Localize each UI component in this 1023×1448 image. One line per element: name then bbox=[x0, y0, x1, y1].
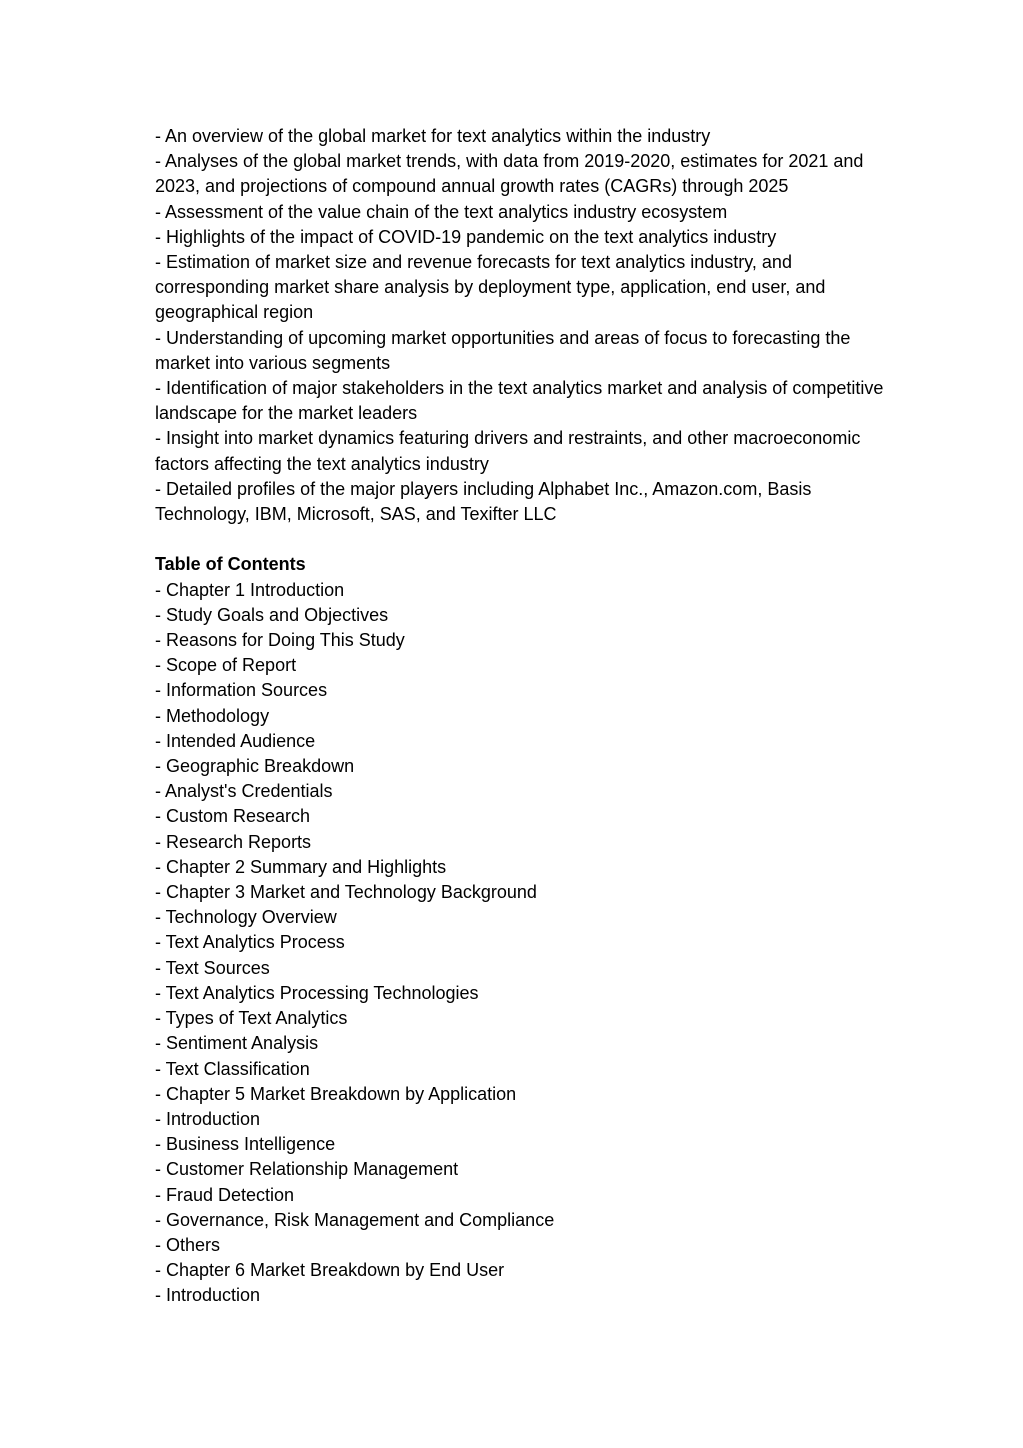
toc-item: - Research Reports bbox=[155, 831, 312, 852]
toc-title: Table of Contents bbox=[155, 554, 306, 575]
toc-item: - Fraud Detection bbox=[155, 1184, 295, 1205]
toc-item: - Types of Text Analytics bbox=[155, 1008, 348, 1029]
toc-item: - Chapter 3 Market and Technology Background bbox=[155, 882, 537, 903]
summary-bullet: - An overview of the global market for text analytics within the industry bbox=[155, 126, 711, 146]
toc-item: - Custom Research bbox=[155, 806, 311, 827]
toc-item: - Geographic Breakdown bbox=[155, 756, 355, 777]
toc-item: - Intended Audience bbox=[155, 730, 316, 751]
toc-item: - Business Intelligence bbox=[155, 1134, 336, 1155]
toc-item: - Text Sources bbox=[155, 957, 270, 978]
toc-item: - Chapter 5 Market Breakdown by Application bbox=[155, 1083, 517, 1104]
summary-bullet: - Insight into market dynamics featuring drivers and restraints, and other macroeconomic factors affecting the text analytics industry bbox=[155, 428, 861, 474]
toc-item: - Sentiment Analysis bbox=[155, 1033, 319, 1054]
toc-item: - Study Goals and Objectives bbox=[155, 604, 389, 625]
toc-item: - Text Analytics Process bbox=[155, 932, 345, 953]
summary-bullet-list bbox=[155, 124, 885, 527]
section-spacer bbox=[155, 527, 885, 552]
toc-item: - Chapter 6 Market Breakdown by End User bbox=[155, 1260, 505, 1281]
toc-item: - Scope of Report bbox=[155, 655, 297, 676]
toc-list bbox=[155, 578, 885, 1309]
toc-item: - Chapter 1 Introduction bbox=[155, 579, 345, 600]
toc-item: - Text Classification bbox=[155, 1058, 310, 1079]
toc-item: - Chapter 2 Summary and Highlights bbox=[155, 856, 447, 877]
toc-item: - Introduction bbox=[155, 1285, 261, 1306]
toc-item: - Governance, Risk Management and Compliance bbox=[155, 1209, 555, 1230]
toc-item: - Others bbox=[155, 1234, 221, 1255]
toc-item: - Technology Overview bbox=[155, 907, 337, 928]
summary-bullet: - Assessment of the value chain of the text analytics industry ecosystem bbox=[155, 201, 728, 222]
summary-bullet: - Identification of major stakeholders in the text analytics market and analysis of competitive landscape for the market leaders bbox=[155, 378, 884, 424]
summary-bullet: - Estimation of market size and revenue forecasts for text analytics industry, and corresponding market share analysis by deployment type, application, end user, and geographical region bbox=[155, 252, 826, 323]
toc-item: - Information Sources bbox=[155, 680, 328, 701]
toc-item: - Reasons for Doing This Study bbox=[155, 630, 405, 651]
document-page bbox=[155, 124, 885, 1309]
summary-bullet: - Analyses of the global market trends, with data from 2019-2020, estimates for 2021 and 2023, and projections of compound annual growth rates (CAGRs) through 2025 bbox=[155, 151, 864, 197]
toc-item: - Analyst's Credentials bbox=[155, 781, 333, 802]
summary-bullet: - Highlights of the impact of COVID-19 pandemic on the text analytics industry bbox=[155, 226, 777, 247]
summary-bullet: - Detailed profiles of the major players including Alphabet Inc., Amazon.com, Basis Technology, IBM, Microsoft, SAS, and Texifter LLC bbox=[155, 478, 812, 525]
toc-item: - Text Analytics Processing Technologies bbox=[155, 982, 479, 1003]
toc-item: - Introduction bbox=[155, 1108, 261, 1129]
toc-item: - Methodology bbox=[155, 705, 270, 726]
toc-item: - Customer Relationship Management bbox=[155, 1159, 459, 1180]
summary-bullet: - Understanding of upcoming market opportunities and areas of focus to forecasting the market into various segments bbox=[155, 327, 851, 373]
